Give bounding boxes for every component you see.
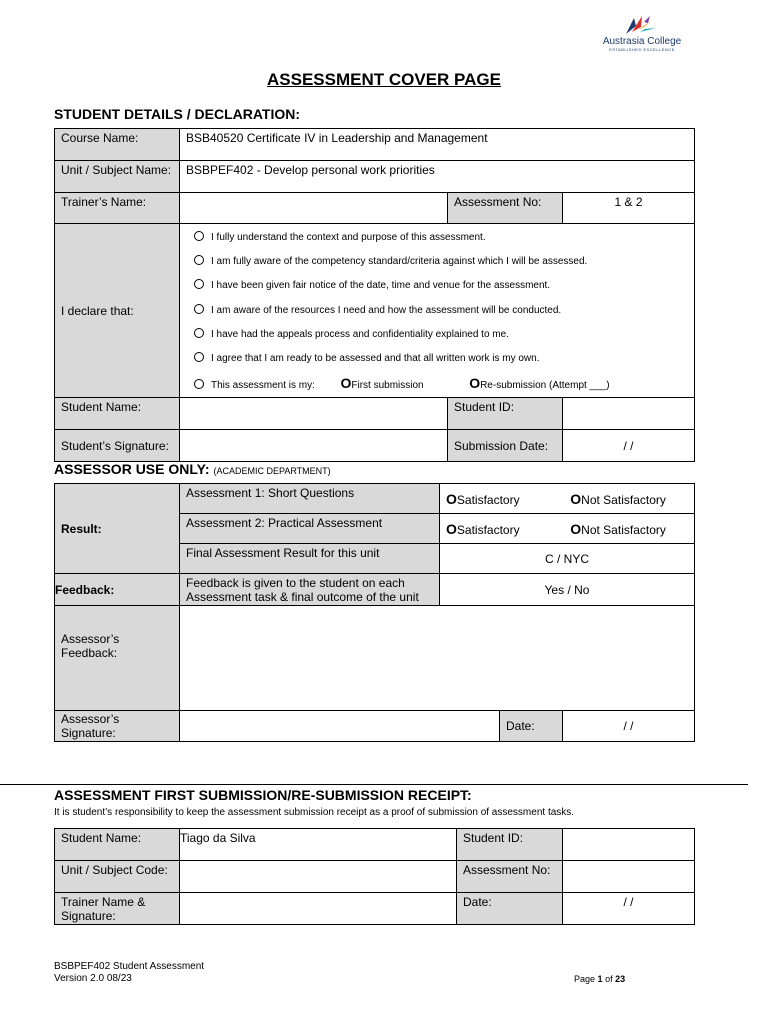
radio-circle-icon[interactable] [194,255,204,265]
student-name-label: Student Name: [55,398,180,430]
student-signature-field[interactable] [180,430,448,462]
declare-label: I declare that: [55,224,180,398]
receipt-table [54,828,695,925]
assessor-feedback-field[interactable] [180,606,695,711]
feedback-description: Feedback is given to the student on each Assessment task & final outcome of the unit [180,574,440,606]
assessment2-label: Assessment 2: Practical Assessment [180,514,440,544]
trainer-name-field[interactable] [180,193,448,224]
feedback-value: Yes / No [440,574,695,606]
assessment-no-label: Assessment No: [448,193,563,224]
receipt-student-id-field[interactable] [563,829,695,861]
result-label: Result: [55,484,180,574]
receipt-heading: ASSESSMENT FIRST SUBMISSION/RE-SUBMISSION RECEIPT: [54,787,472,803]
final-result-label: Final Assessment Result for this unit [180,544,440,574]
submission-prefix: This assessment is my: [211,380,315,392]
radio-o-icon[interactable]: O [570,520,582,537]
assessment-no-value: 1 & 2 [563,193,695,224]
receipt-student-name-label: Student Name: [55,829,180,861]
logo-name: Austrasia College [602,36,682,47]
assessor-heading: ASSESSOR USE ONLY: (ACADEMIC DEPARTMENT) [54,461,331,477]
logo-tagline: ESTABLISHED EXCELLENCE [609,47,675,52]
assessor-date-label: Date: [500,711,563,742]
declaration-item[interactable]: I have had the appeals process and confidentiality explained to me. [194,325,694,349]
unit-name-value: BSBPEF402 - Develop personal work priorities [180,161,695,193]
assessor-feedback-label: Assessor’s Feedback: [55,606,180,711]
course-name-value: BSB40520 Certificate IV in Leadership and Management [180,129,695,161]
declaration-list [180,224,695,398]
receipt-trainer-label: Trainer Name & Signature: [55,893,180,925]
receipt-unit-code-label: Unit / Subject Code: [55,861,180,893]
college-logo [592,14,692,56]
student-id-label: Student ID: [448,398,563,430]
submission-type-row [194,373,694,397]
student-details-heading: STUDENT DETAILS / DECLARATION: [54,106,301,122]
receipt-trainer-field[interactable] [180,893,457,925]
trainer-name-label: Trainer’s Name: [55,193,180,224]
star-burst-logo-icon [620,14,660,36]
submission-date-label: Submission Date: [448,430,563,462]
receipt-date-field[interactable]: / / [563,893,695,925]
feedback-label: Feedback: [55,574,180,606]
radio-o-icon[interactable]: O [570,490,582,507]
assessor-signature-field[interactable] [180,711,500,742]
first-submission-option[interactable]: OFirst submission [340,375,424,392]
final-result-value: C / NYC [440,544,695,574]
radio-circle-icon[interactable] [194,379,204,389]
receipt-student-id-label: Student ID: [457,829,563,861]
receipt-assessment-no-field[interactable] [563,861,695,893]
course-name-label: Course Name: [55,129,180,161]
student-name-field[interactable] [180,398,448,430]
assessment2-result [440,514,695,544]
not-satisfactory-option[interactable]: ONot Satisfactory [570,490,666,507]
receipt-unit-code-field[interactable] [180,861,457,893]
receipt-date-label: Date: [457,893,563,925]
page-title: ASSESSMENT COVER PAGE [267,70,501,89]
declaration-item[interactable]: I have been given fair notice of the date, time and venue for the assessment. [194,276,694,300]
radio-o-icon[interactable]: O [446,490,457,507]
assessor-signature-label: Assessor’s Signature: [55,711,180,742]
section-divider [0,784,748,785]
assessment1-label: Assessment 1: Short Questions [180,484,440,514]
student-signature-label: Student’s Signature: [55,430,180,462]
satisfactory-option[interactable]: OSatisfactory [446,520,520,537]
radio-o-icon[interactable]: O [340,375,352,392]
footer-version: Version 2.0 08/23 [54,973,132,984]
student-id-field[interactable] [563,398,695,430]
unit-name-label: Unit / Subject Name: [55,161,180,193]
student-details-table [54,128,695,462]
assessment1-result [440,484,695,514]
radio-o-icon[interactable]: O [446,520,457,537]
declaration-item[interactable]: I fully understand the context and purpose of this assessment. [194,228,694,252]
resubmission-option[interactable]: ORe-submission (Attempt ___) [469,375,610,392]
radio-circle-icon[interactable] [194,304,204,314]
receipt-student-name-value[interactable]: Tiago da Silva [180,829,457,861]
radio-o-icon[interactable]: O [469,375,481,392]
page-number: Page 1 of 23 [574,974,626,984]
submission-date-field[interactable]: / / [563,430,695,462]
footer-unit: BSBPEF402 Student Assessment [54,961,205,972]
not-satisfactory-option[interactable]: ONot Satisfactory [570,520,666,537]
receipt-note: It is student’s responsibility to keep the assessment submission receipt as a proof of submission of assessment tasks. [54,807,575,818]
assessor-table [54,483,695,742]
radio-circle-icon[interactable] [194,352,204,362]
declaration-item[interactable]: I am fully aware of the competency standard/criteria against which I will be assessed. [194,252,694,276]
radio-circle-icon[interactable] [194,328,204,338]
satisfactory-option[interactable]: OSatisfactory [446,490,520,507]
declaration-item[interactable]: I agree that I am ready to be assessed and that all written work is my own. [194,349,694,373]
receipt-assessment-no-label: Assessment No: [457,861,563,893]
radio-circle-icon[interactable] [194,231,204,241]
radio-circle-icon[interactable] [194,279,204,289]
declaration-item[interactable]: I am aware of the resources I need and how the assessment will be conducted. [194,301,694,325]
assessor-date-field[interactable]: / / [563,711,695,742]
